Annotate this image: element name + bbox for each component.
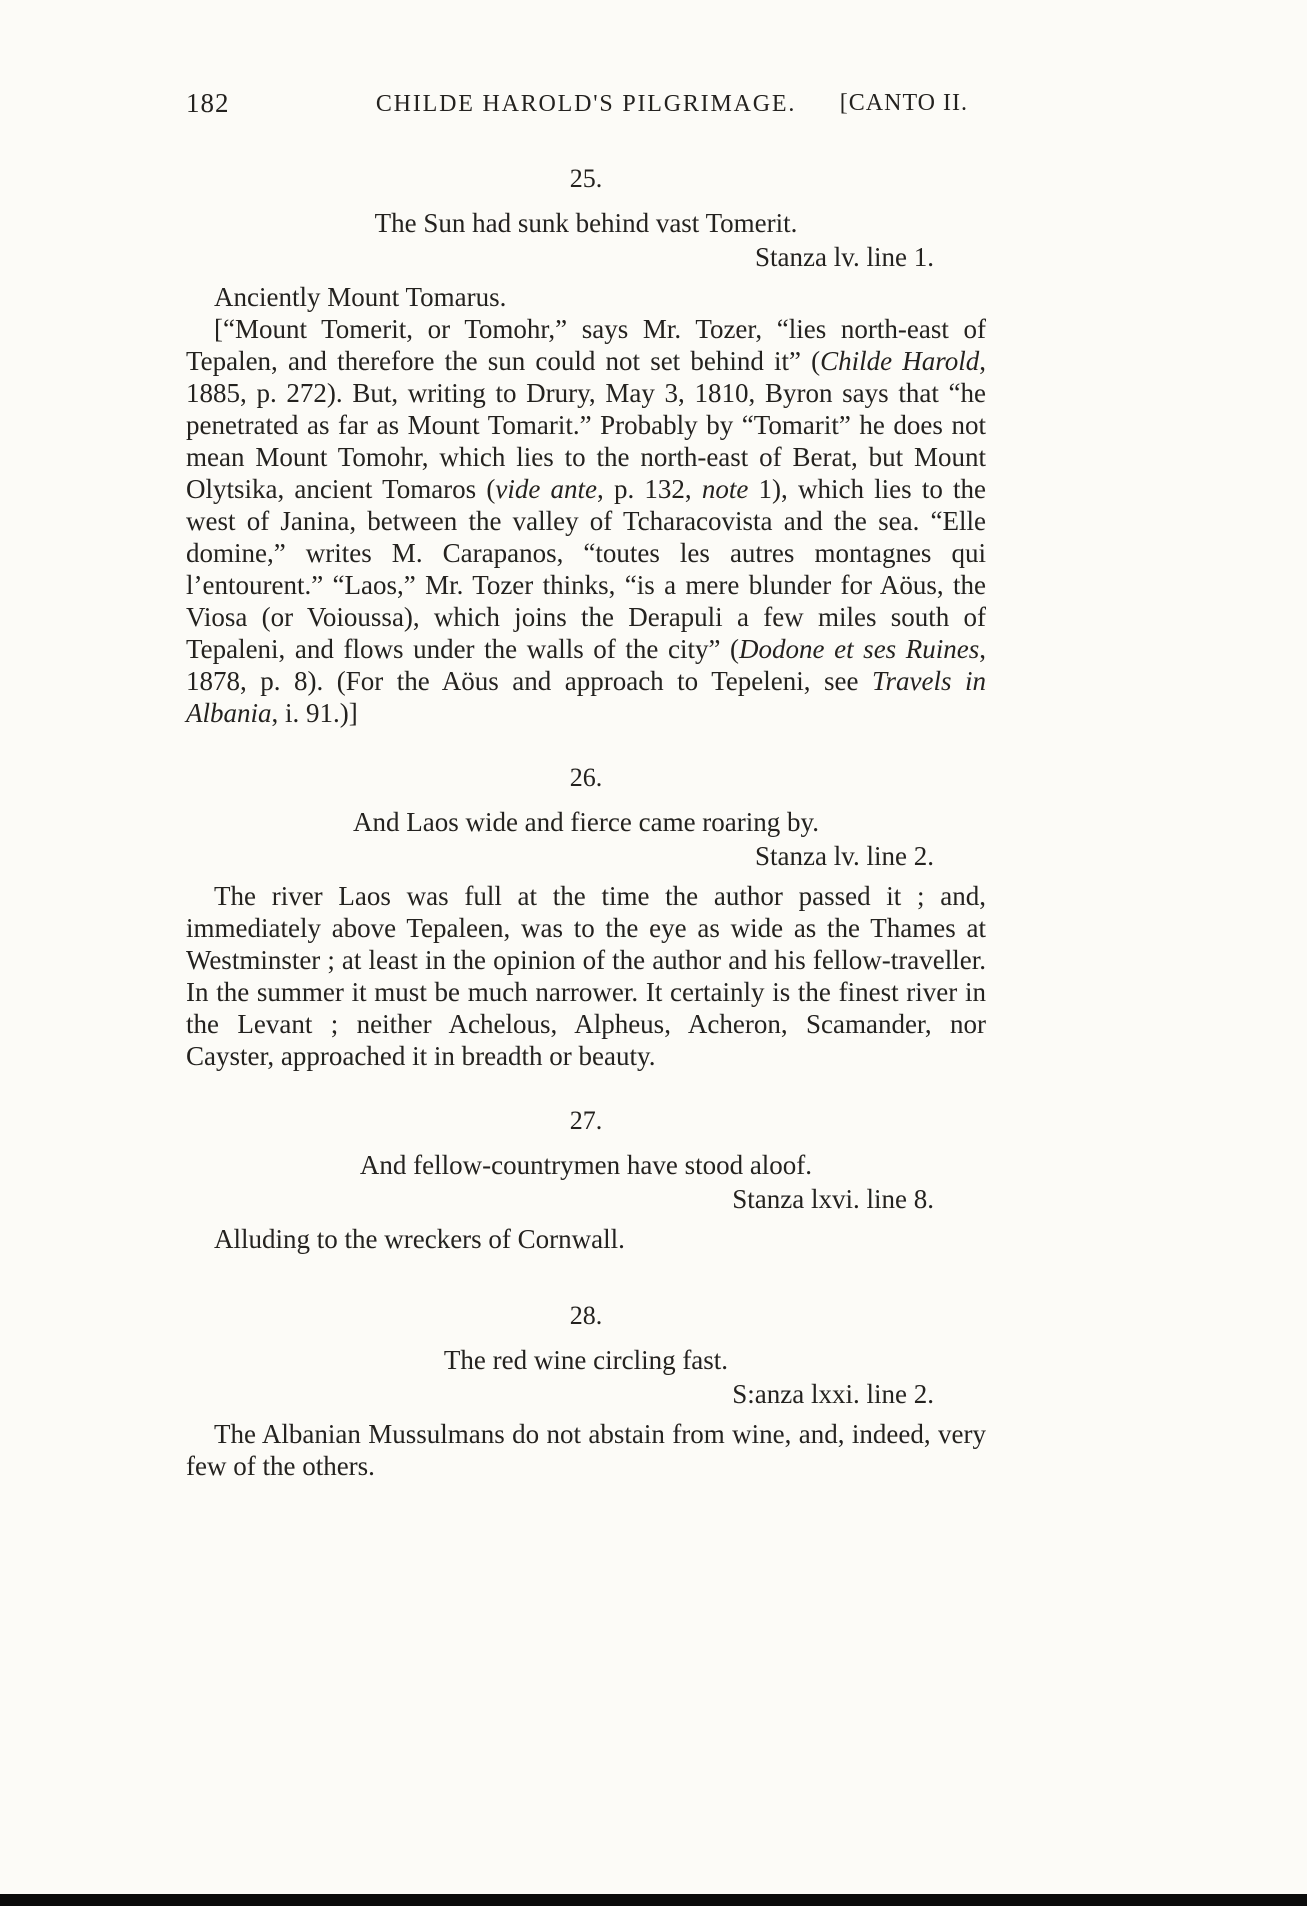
text-column: [186, 86, 986, 1482]
note-paragraph: Anciently Mount Tomarus.: [214, 282, 507, 312]
note-quote: And Laos wide and fierce came roaring by.: [352, 807, 820, 837]
note-26: [186, 763, 986, 1072]
note-number: 25.: [569, 164, 603, 193]
stanza-reference: Stanza lv. line 2.: [755, 841, 934, 871]
canto-label: [CANTO II.: [839, 90, 968, 116]
stanza-reference: S:anza lxxi. line 2.: [732, 1379, 934, 1409]
note-number: 27.: [569, 1106, 603, 1135]
scan-edge-artifact: [0, 1894, 1307, 1906]
note-quote: The red wine circling fast.: [443, 1345, 729, 1375]
note-quote: The Sun had sunk behind vast Tomerit.: [374, 208, 798, 238]
stanza-reference: Stanza lv. line 1.: [755, 242, 934, 272]
page-header: [186, 86, 986, 120]
note-27: [186, 1106, 986, 1255]
stanza-reference: Stanza lxvi. line 8.: [732, 1184, 934, 1214]
note-paragraph: [“Mount Tomerit, or Tomohr,” says Mr. Tozer, “lies north-east of Tepalen, and therefore the sun could not set behind it” (Childe Harold, 1885, p. 272). But, writing to Drury, May 3, 1810, Byron says that “he penetrated as far as Mount Tomarit.” Probably by “Tomarit” he does not mean Mount Tomohr, which lies to the north-east of Berat, but Mount Olytsika, ancient Tomaros (vide ante, p. 132, note 1), which lies to the west of Janina, between the valley of Tcharacovista and the sea. “Elle domine,” writes M. Carapanos, “toutes les autres montagnes qui l’entourent.” “Laos,” Mr. Tozer thinks, “is a mere blunder for Aöus, the Viosa (or Voioussa), which joins the Derapuli a few miles south of Tepaleni, and flows under the walls of the city” (Dodone et ses Ruines, 1878, p. 8). (For the Aöus and approach to Tepeleni, see Travels in Albania, i. 91.)]: [186, 314, 987, 728]
note-paragraph: The river Laos was full at the time the author passed it ; and, immediately above Tepaleen, was to the eye as wide as the Thames at Westminster ; at least in the opinion of the author and his fellow-traveller. In the summer it must be much narrower. It certainly is the finest river in the Levant ; neither Achelous, Alpheus, Acheron, Scamander, nor Cayster, approached it in breadth or beauty.: [186, 881, 986, 1071]
note-28: [186, 1301, 986, 1482]
note-number: 28.: [569, 1301, 603, 1330]
running-title: CHILDE HAROLD'S PILGRIMAGE.: [375, 91, 797, 117]
note-25: [186, 164, 986, 729]
note-number: 26.: [569, 763, 603, 792]
note-quote: And fellow-countrymen have stood aloof.: [359, 1150, 813, 1180]
note-paragraph: Alluding to the wreckers of Cornwall.: [214, 1224, 625, 1254]
note-paragraph: The Albanian Mussulmans do not abstain from wine, and, indeed, very few of the others.: [186, 1419, 986, 1481]
page-number: 182: [186, 88, 230, 118]
